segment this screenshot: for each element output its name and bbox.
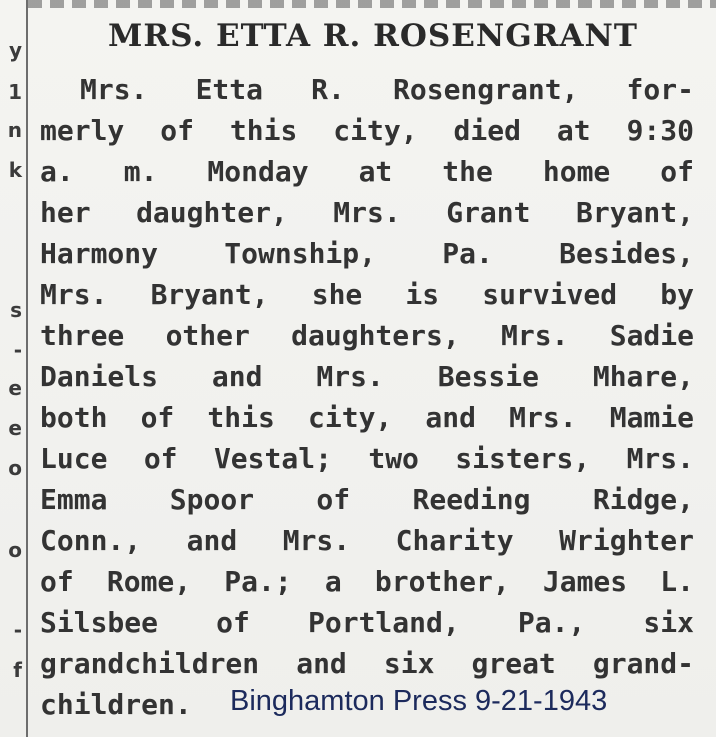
- column-fragment: n: [7, 118, 22, 142]
- obituary-text-line: a. m. Monday at the home of: [40, 155, 694, 188]
- column-fragment: s: [10, 298, 22, 322]
- obituary-text-line: Mrs. Bryant, she is survived by: [40, 278, 694, 311]
- column-fragment: e: [8, 376, 22, 400]
- obituary-text-line: merly of this city, died at 9:30: [40, 114, 694, 147]
- obituary-headline: MRS. ETTA R. ROSENGRANT: [108, 18, 638, 54]
- obituary-text-line: three other daughters, Mrs. Sadie: [40, 319, 694, 352]
- obituary-text-line: Emma Spoor of Reeding Ridge,: [40, 483, 694, 516]
- column-rule: [26, 0, 28, 737]
- adjacent-column-fragments: [0, 0, 22, 737]
- obituary-text-line: Silsbee of Portland, Pa., six: [40, 606, 694, 639]
- column-fragment: 1: [8, 80, 22, 104]
- obituary-text-line: Daniels and Mrs. Bessie Mhare,: [40, 360, 694, 393]
- obituary-text-line: Harmony Township, Pa. Besides,: [40, 237, 694, 270]
- obituary-text-line: Conn., and Mrs. Charity Wrighter: [40, 524, 694, 557]
- column-fragment: f: [13, 658, 22, 682]
- obituary-text-line: Mrs. Etta R. Rosengrant, for-: [80, 73, 694, 106]
- column-fragment: k: [8, 158, 22, 182]
- column-fragment: e: [8, 416, 22, 440]
- obituary-text-line: of Rome, Pa.; a brother, James L.: [40, 565, 694, 598]
- obituary-text-line: both of this city, and Mrs. Mamie: [40, 401, 694, 434]
- column-fragment: o: [8, 538, 22, 562]
- column-fragment: -: [13, 618, 22, 642]
- obituary-text-line: her daughter, Mrs. Grant Bryant,: [40, 196, 694, 229]
- column-fragment: y: [8, 38, 22, 62]
- cut-off-text-edge: [28, 0, 716, 8]
- obituary-text-line: Luce of Vestal; two sisters, Mrs.: [40, 442, 694, 475]
- obituary-text-line: children.: [40, 688, 192, 721]
- column-fragment: o: [8, 456, 22, 480]
- column-fragment: -: [13, 338, 22, 362]
- obituary-text-line: grandchildren and six great grand-: [40, 647, 694, 680]
- source-citation: Binghamton Press 9-21-1943: [230, 685, 608, 717]
